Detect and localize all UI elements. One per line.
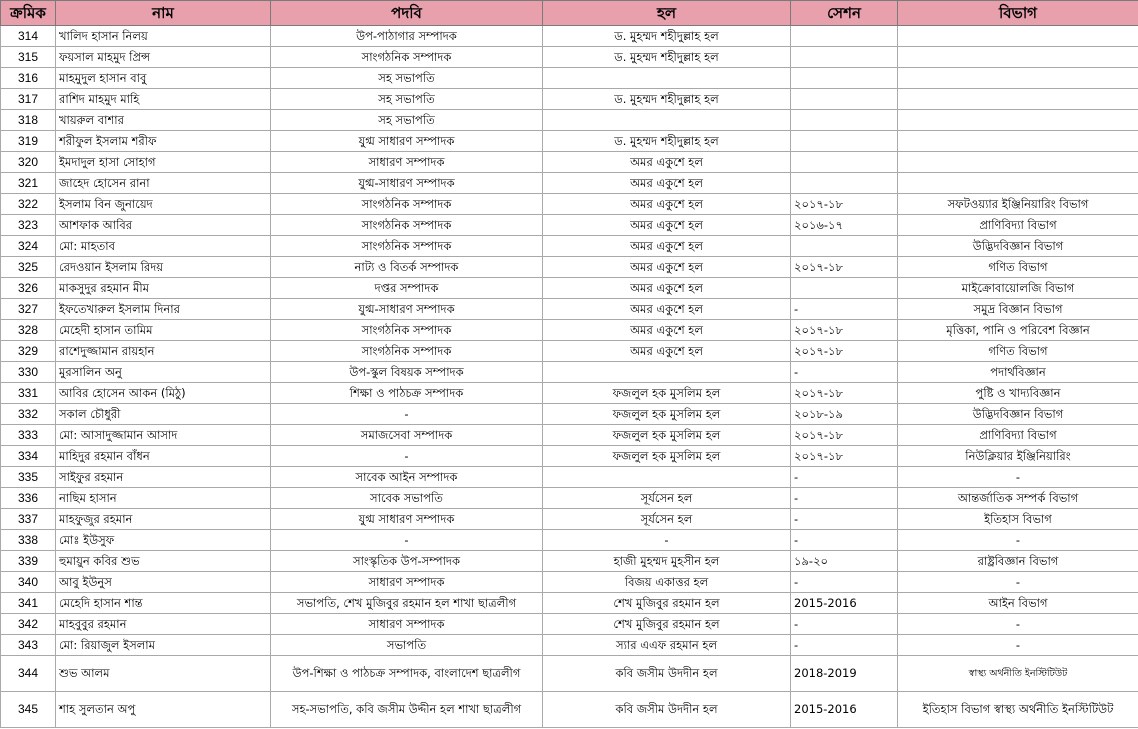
cell-post: নাট্য ও বিতর্ক সম্পাদক [271,257,543,278]
table-row [1,110,1138,131]
cell-name: মাহমুদুল হাসান বাবু [56,68,271,89]
cell-department: মাইক্রোবায়োলজি বিভাগ [898,278,1138,299]
cell-post: সমাজসেবা সম্পাদক [271,425,543,446]
cell-serial: 320 [1,152,56,173]
table-row [1,656,1138,692]
cell-department: - [898,635,1138,656]
cell-serial: 340 [1,572,56,593]
cell-post: যুগ্ম-সাধারণ সম্পাদক [271,173,543,194]
cell-post: - [271,404,543,425]
cell-session: - [791,614,898,635]
cell-name: রাশেদুজ্জামান রায়হান [56,341,271,362]
cell-session: ২০১৭-১৮ [791,320,898,341]
cell-post: দপ্তর সম্পাদক [271,278,543,299]
cell-session: - [791,530,898,551]
cell-session [791,47,898,68]
cell-name: মো: আসাদুজ্জামান আসাদ [56,425,271,446]
cell-post: সভাপতি, শেখ মুজিবুর রহমান হল শাখা ছাত্রলীগ [271,593,543,614]
cell-post: সহ সভাপতি [271,89,543,110]
cell-hall: ফজলুল হক মুসলিম হল [543,404,791,425]
cell-session [791,278,898,299]
cell-name: মাহফুজুর রহমান [56,509,271,530]
cell-department: - [898,614,1138,635]
cell-serial: 333 [1,425,56,446]
cell-hall: ড. মুহম্মদ শহীদুল্লাহ হল [543,131,791,152]
cell-session [791,110,898,131]
cell-department [898,152,1138,173]
cell-hall: অমর একুশে হল [543,236,791,257]
table-row [1,341,1138,362]
cell-name: ইফতেখারুল ইসলাম দিনার [56,299,271,320]
cell-department: নিউক্লিয়ার ইঞ্জিনিয়ারিং [898,446,1138,467]
cell-post: সাংগঠনিক সম্পাদক [271,215,543,236]
cell-name: মুরসালিন অনু [56,362,271,383]
cell-session: 2015-2016 [791,593,898,614]
cell-name: রাশিদ মাহমুদ মাহি [56,89,271,110]
table-row [1,68,1138,89]
table-row [1,89,1138,110]
table-row [1,26,1138,47]
cell-hall: হাজী মুহম্মদ মুহসীন হল [543,551,791,572]
cell-serial: 315 [1,47,56,68]
cell-session: - [791,362,898,383]
cell-department: মৃত্তিকা, পানি ও পরিবেশ বিজ্ঞান [898,320,1138,341]
cell-name: সকাল চৌধুরী [56,404,271,425]
header-hall: হল [543,1,791,26]
table-row [1,299,1138,320]
header-post: পদবি [271,1,543,26]
cell-session: ২০১৭-১৮ [791,446,898,467]
cell-post: সহ সভাপতি [271,68,543,89]
cell-hall [543,110,791,131]
cell-hall: অমর একুশে হল [543,215,791,236]
cell-department: - [898,467,1138,488]
cell-hall: ড. মুহম্মদ শহীদুল্লাহ হল [543,89,791,110]
cell-hall: অমর একুশে হল [543,173,791,194]
cell-session: - [791,572,898,593]
cell-hall: ড. মুহম্মদ শহীদুল্লাহ হল [543,47,791,68]
cell-department: গণিত বিভাগ [898,341,1138,362]
table-row [1,131,1138,152]
cell-serial: 314 [1,26,56,47]
cell-session: ২০১৮-১৯ [791,404,898,425]
cell-name: শরীফুল ইসলাম শরীফ [56,131,271,152]
cell-serial: 322 [1,194,56,215]
cell-hall: ফজলুল হক মুসলিম হল [543,425,791,446]
cell-department: সফটওয়্যার ইঞ্জিনিয়ারিং বিভাগ [898,194,1138,215]
cell-session [791,26,898,47]
table-row [1,278,1138,299]
cell-session [791,152,898,173]
cell-name: ফয়সাল মাহমুদ প্রিন্স [56,47,271,68]
cell-session: 2018-2019 [791,656,898,692]
header-serial: ক্রমিক [1,1,56,26]
cell-post: সহ-সভাপতি, কবি জসীম উদ্দীন হল শাখা ছাত্রলীগ [271,692,543,728]
cell-serial: 326 [1,278,56,299]
cell-hall: শেখ মুজিবুর রহমান হল [543,614,791,635]
cell-serial: 345 [1,692,56,728]
cell-name: মেহেদি হাসান শান্ত [56,593,271,614]
cell-serial: 321 [1,173,56,194]
table-row [1,530,1138,551]
cell-name: আবু ইউনুস [56,572,271,593]
cell-serial: 342 [1,614,56,635]
cell-post: সাধারণ সম্পাদক [271,152,543,173]
table-row [1,152,1138,173]
cell-session: 2015-2016 [791,692,898,728]
cell-serial: 329 [1,341,56,362]
cell-serial: 339 [1,551,56,572]
cell-session: ২০১৭-১৮ [791,383,898,404]
cell-name: আশফাক আবির [56,215,271,236]
cell-serial: 317 [1,89,56,110]
table-row [1,692,1138,728]
cell-serial: 337 [1,509,56,530]
cell-serial: 328 [1,320,56,341]
cell-post: সাংগঠনিক সম্পাদক [271,194,543,215]
cell-post: সাবেক আইন সম্পাদক [271,467,543,488]
cell-hall: - [543,530,791,551]
cell-name: জাহেদ হোসেন রানা [56,173,271,194]
cell-session [791,173,898,194]
cell-serial: 323 [1,215,56,236]
cell-session [791,131,898,152]
cell-post: উপ-পাঠাগার সম্পাদক [271,26,543,47]
cell-serial: 344 [1,656,56,692]
cell-post: সাংগঠনিক সম্পাদক [271,341,543,362]
cell-post: সাবেক সভাপতি [271,488,543,509]
cell-hall: স্যার এএফ রহমান হল [543,635,791,656]
cell-department: - [898,572,1138,593]
table-row [1,614,1138,635]
cell-name: মাহবুবুর রহমান [56,614,271,635]
table-row [1,404,1138,425]
cell-session [791,236,898,257]
cell-department [898,47,1138,68]
cell-hall: অমর একুশে হল [543,320,791,341]
cell-name: মো: রিয়াজুল ইসলাম [56,635,271,656]
table-row [1,425,1138,446]
cell-department [898,131,1138,152]
cell-session: ২০১৭-১৮ [791,194,898,215]
table-row [1,593,1138,614]
table-row [1,383,1138,404]
cell-post: উপ-স্কুল বিষয়ক সম্পাদক [271,362,543,383]
cell-department [898,26,1138,47]
cell-post: সাংস্কৃতিক উপ-সম্পাদক [271,551,543,572]
cell-name: শাহ সুলতান অপু [56,692,271,728]
cell-hall: কবি জসীম উদদীন হল [543,656,791,692]
cell-name: শুভ আলম [56,656,271,692]
cell-serial: 335 [1,467,56,488]
table-row [1,362,1138,383]
header-row [1,1,1138,26]
cell-post: উপ-শিক্ষা ও পাঠচক্র সম্পাদক, বাংলাদেশ ছাত্রলীগ [271,656,543,692]
cell-department: সমুদ্র বিজ্ঞান বিভাগ [898,299,1138,320]
cell-name: ইসলাম বিন জুনায়েদ [56,194,271,215]
table-row [1,173,1138,194]
cell-department [898,68,1138,89]
cell-name: রেদওয়ান ইসলাম রিদয় [56,257,271,278]
cell-department [898,110,1138,131]
cell-hall: সূর্যসেন হল [543,488,791,509]
table-row [1,467,1138,488]
cell-hall: অমর একুশে হল [543,299,791,320]
cell-department: উদ্ভিদবিজ্ঞান বিভাগ [898,404,1138,425]
cell-hall: ফজলুল হক মুসলিম হল [543,383,791,404]
cell-department: - [898,530,1138,551]
cell-session: - [791,488,898,509]
table-body [1,26,1138,728]
cell-post: শিক্ষা ও পাঠচক্র সম্পাদক [271,383,543,404]
cell-department [898,89,1138,110]
table-row [1,236,1138,257]
cell-department: ইতিহাস বিভাগ স্বাস্থ্য অর্থনীতি ইনস্টিটিউট [898,692,1138,728]
cell-serial: 341 [1,593,56,614]
table-row [1,635,1138,656]
cell-serial: 336 [1,488,56,509]
cell-hall: অমর একুশে হল [543,152,791,173]
cell-hall [543,467,791,488]
cell-department: রাষ্ট্রবিজ্ঞান বিভাগ [898,551,1138,572]
cell-name: খালিদ হাসান নিলয় [56,26,271,47]
cell-department: ইতিহাস বিভাগ [898,509,1138,530]
cell-department: পুষ্টি ও খাদ্যবিজ্ঞান [898,383,1138,404]
table-row [1,509,1138,530]
cell-department: স্বাস্থ্য অর্থনীতি ইনস্টিটিউট [898,656,1138,692]
cell-name: নাছিম হাসান [56,488,271,509]
header-department: বিভাগ [898,1,1138,26]
cell-serial: 316 [1,68,56,89]
cell-hall: ফজলুল হক মুসলিম হল [543,446,791,467]
cell-serial: 324 [1,236,56,257]
header-name: নাম [56,1,271,26]
cell-session: - [791,467,898,488]
cell-serial: 327 [1,299,56,320]
cell-serial: 338 [1,530,56,551]
cell-hall: বিজয় একাত্তর হল [543,572,791,593]
cell-name: সাইফুর রহমান [56,467,271,488]
cell-post: সাংগঠনিক সম্পাদক [271,236,543,257]
cell-serial: 318 [1,110,56,131]
cell-session: ২০১৭-১৮ [791,425,898,446]
cell-post: সহ সভাপতি [271,110,543,131]
cell-name: মো: মাহতাব [56,236,271,257]
cell-hall: অমর একুশে হল [543,278,791,299]
cell-serial: 330 [1,362,56,383]
cell-hall: সূর্যসেন হল [543,509,791,530]
cell-name: ইমদাদুল হাসা সোহাগ [56,152,271,173]
cell-post: সভাপতি [271,635,543,656]
table-row [1,446,1138,467]
cell-hall [543,68,791,89]
cell-post: - [271,446,543,467]
cell-serial: 334 [1,446,56,467]
cell-department: প্রাণিবিদ্যা বিভাগ [898,215,1138,236]
cell-serial: 319 [1,131,56,152]
cell-post: সাংগঠনিক সম্পাদক [271,320,543,341]
cell-session: ২০১৬-১৭ [791,215,898,236]
table-row [1,572,1138,593]
cell-hall: অমর একুশে হল [543,257,791,278]
cell-serial: 332 [1,404,56,425]
cell-session [791,68,898,89]
header-session: সেশন [791,1,898,26]
table-row [1,320,1138,341]
table-row [1,215,1138,236]
cell-name: হুমায়ুন কবির শুভ [56,551,271,572]
cell-name: মাহিদুর রহমান বাঁধন [56,446,271,467]
cell-department: আইন বিভাগ [898,593,1138,614]
table-row [1,257,1138,278]
table-row [1,47,1138,68]
cell-hall [543,362,791,383]
cell-post: সাংগঠনিক সম্পাদক [271,47,543,68]
cell-name: খায়রুল বাশার [56,110,271,131]
cell-post: সাধারণ সম্পাদক [271,614,543,635]
cell-session: ১৯-২০ [791,551,898,572]
cell-session: - [791,635,898,656]
cell-post: সাধারণ সম্পাদক [271,572,543,593]
table-row [1,194,1138,215]
cell-hall: কবি জসীম উদদীন হল [543,692,791,728]
cell-session [791,89,898,110]
cell-session: ২০১৭-১৮ [791,341,898,362]
cell-name: মেহেদী হাসান তামিম [56,320,271,341]
cell-hall: শেখ মুজিবুর রহমান হল [543,593,791,614]
cell-session: ২০১৭-১৮ [791,257,898,278]
cell-session: - [791,299,898,320]
cell-department [898,173,1138,194]
cell-post: যুগ্ম-সাধারণ সম্পাদক [271,299,543,320]
table-row [1,488,1138,509]
cell-session: - [791,509,898,530]
cell-name: মাকসুদুর রহমান মীম [56,278,271,299]
cell-post: যুগ্ম সাধারণ সম্পাদক [271,131,543,152]
table-row [1,551,1138,572]
cell-serial: 325 [1,257,56,278]
cell-post: যুগ্ম সাধারণ সম্পাদক [271,509,543,530]
cell-department: আন্তর্জাতিক সম্পর্ক বিভাগ [898,488,1138,509]
cell-department: প্রাণিবিদ্যা বিভাগ [898,425,1138,446]
cell-hall: ড. মুহম্মদ শহীদুল্লাহ হল [543,26,791,47]
cell-hall: অমর একুশে হল [543,341,791,362]
cell-department: উদ্ভিদবিজ্ঞান বিভাগ [898,236,1138,257]
cell-department: পদার্থবিজ্ঞান [898,362,1138,383]
cell-serial: 331 [1,383,56,404]
cell-department: গণিত বিভাগ [898,257,1138,278]
cell-name: আবির হোসেন আকন (মিঠু) [56,383,271,404]
cell-serial: 343 [1,635,56,656]
cell-hall: অমর একুশে হল [543,194,791,215]
cell-name: মোঃ ইউসুফ [56,530,271,551]
cell-post: - [271,530,543,551]
